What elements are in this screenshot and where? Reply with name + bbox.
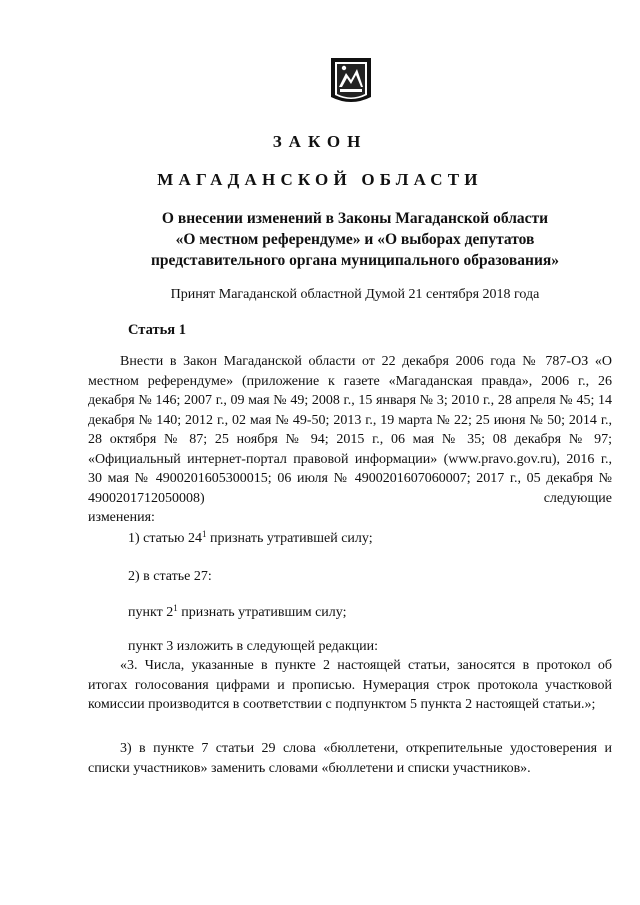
article-intro [88, 352, 612, 528]
law-subject-line: представительного органа муниципального образования» [150, 252, 560, 269]
law-subject [0, 208, 640, 271]
item-2: 2) в статье 27: [128, 569, 212, 584]
item-1 [128, 529, 608, 549]
point-2-tail: признать утратившим силу; [177, 605, 347, 620]
item-1-superscript: 1 [201, 529, 207, 539]
point-2-superscript: 1 [173, 603, 178, 613]
point-2 [128, 603, 608, 623]
law-subject-line: «О местном референдуме» и «О выборах депутатов [175, 231, 535, 248]
coat-of-arms-icon [330, 57, 372, 107]
intro-paragraph: Внести в Закон Магаданской области от 22 декабря 2006 года № 787-ОЗ «О местном референдуме» (приложение к газете «Магаданская правда», 2006 г., 26 декабря № 146; 2007 г., 09 мая № 49; 2008 г., 15 января № 3; 2010 г., 28 апреля № 45; 14 декабря № 140; 2012 г., 02 мая № 49-50; 2013 г., 19 марта № 22; 25 июня № 50; 2014 г., 28 октября № 87; 25 ноября № 94; 2015 г., 06 мая № 35; 08 декабря № 97; «Официальный интернет-портал правовой информации» (www.pravo.gov.ru), 2016 г., 30 мая № 4900201605300015; 06 июля № 4900201607060007; 2017 г., 05 декабря № 4900201712050008) следующие [88, 354, 612, 506]
point-2-text: пункт 2 [128, 605, 174, 620]
document-title: ЗАКОН [272, 132, 368, 151]
quoted-text: «3. Числа, указанные в пункте 2 настоящей статьи, заносятся в протокол об итогах голосования цифрами и прописью. Нумерация строк протокола участковой комиссии производится в соответствии с подпунктом 5 пункта 2 настоящей статьи.»; [88, 658, 612, 712]
intro-tail: изменения: [88, 510, 155, 525]
adoption-note: Принят Магаданской областной Думой 21 сентября 2018 года [170, 287, 540, 302]
item-1-tail: признать утратившей силу; [206, 531, 373, 546]
item-1-text: 1) статью 24 [128, 531, 202, 546]
item-3: 3) в пункте 7 статьи 29 слова «бюллетени, открепительные удостоверения и списки участников» заменить словами «бюллетени и списки участников». [88, 741, 612, 776]
article-heading: Статья 1 [128, 322, 186, 338]
law-subject-line: О внесении изменений в Законы Магаданской области [161, 210, 549, 227]
point-3: пункт 3 изложить в следующей редакции: [128, 639, 378, 654]
document-region: МАГАДАНСКОЙ ОБЛАСТИ [157, 170, 483, 189]
